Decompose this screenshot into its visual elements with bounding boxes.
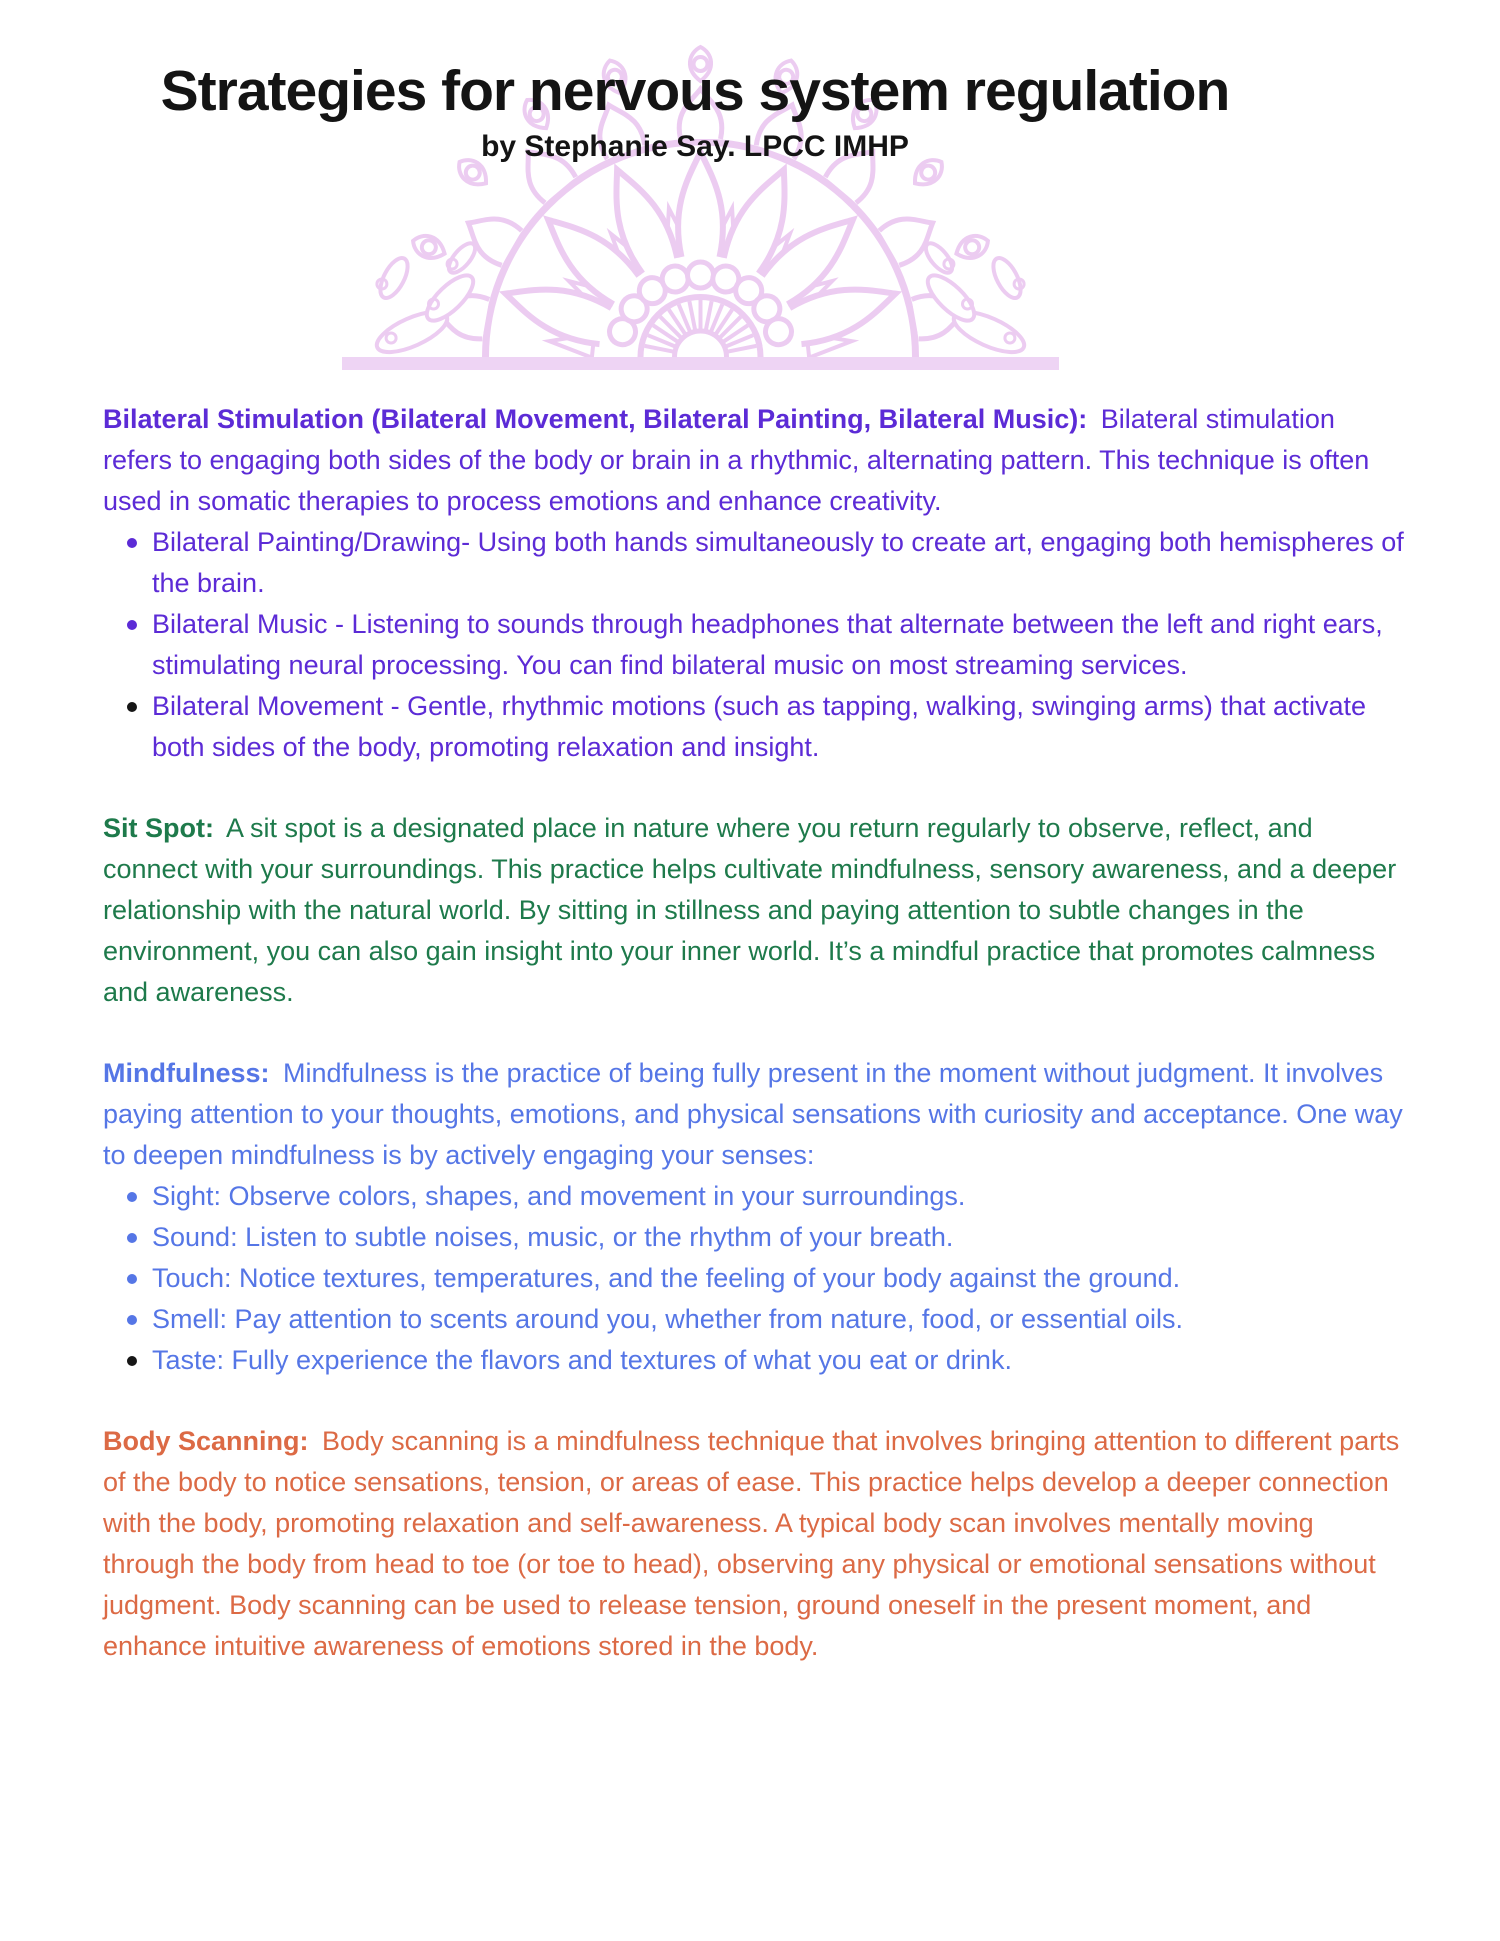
document-body: [103, 399, 1405, 1667]
bullet-marker-icon: [127, 538, 137, 548]
bullet-text: Taste: Fully experience the flavors and textures of what you eat or drink.: [152, 1345, 1012, 1375]
bullet-marker-icon: [127, 1356, 137, 1366]
bullet-text: Touch: Notice textures, temperatures, and the feeling of your body against the ground.: [152, 1263, 1181, 1293]
section-lead: Mindfulness:: [103, 1058, 270, 1088]
section-paragraph: [103, 808, 1405, 1013]
section-lead: Body Scanning:: [103, 1426, 309, 1456]
section-sit-spot: [103, 808, 1405, 1013]
bullet-list: [103, 1176, 1405, 1381]
bullet-marker-icon: [127, 1315, 137, 1325]
page-subtitle: by Stephanie Say. LPCC IMHP: [481, 130, 909, 163]
bullet-marker-icon: [127, 1192, 137, 1202]
section-paragraph: [103, 1053, 1405, 1176]
list-item: [103, 1299, 1405, 1340]
bullet-text: Bilateral Painting/Drawing- Using both hands simultaneously to create art, engaging both hemispheres of the brain.: [152, 527, 1404, 598]
bullet-text: Bilateral Movement - Gentle, rhythmic motions (such as tapping, walking, swinging arms) that activate both sides of the body, promoting relaxation and insight.: [152, 691, 1367, 762]
bullet-marker-icon: [127, 1274, 137, 1284]
list-item: [103, 1217, 1405, 1258]
list-item: [103, 1176, 1405, 1217]
bullet-text: Bilateral Music - Listening to sounds through headphones that alternate between the left and right ears, stimulating neural processing. You can find bilateral music on most streaming services.: [152, 609, 1383, 680]
mandala-base-bar: [342, 357, 1059, 370]
list-item: [103, 1340, 1405, 1381]
section-body-scanning: [103, 1421, 1405, 1667]
section-body-text: A sit spot is a designated place in nature where you return regularly to observe, reflect, and connect with your surroundings. This practice helps cultivate mindfulness, sensory awareness, and a deeper relationship with the natural world. By sitting in stillness and paying attention to subtle changes in the environment, you can also gain insight into your inner world. It’s a mindful practice that promotes calmness and awareness.: [103, 813, 1397, 1007]
section-mindfulness: [103, 1053, 1405, 1381]
list-item: [103, 604, 1405, 686]
bullet-marker-icon: [127, 1233, 137, 1243]
bullet-text: Sight: Observe colors, shapes, and movement in your surroundings.: [152, 1181, 966, 1211]
section-lead: Bilateral Stimulation (Bilateral Movement, Bilateral Painting, Bilateral Music):: [103, 404, 1088, 434]
section-paragraph: [103, 399, 1405, 522]
section-bilateral-stimulation: [103, 399, 1405, 768]
list-item: [103, 686, 1405, 768]
bullet-marker-icon: [127, 620, 137, 630]
section-lead: Sit Spot:: [103, 813, 214, 843]
list-item: [103, 1258, 1405, 1299]
section-body-text: Body scanning is a mindfulness technique that involves bringing attention to different parts of the body to notice sensations, tension, or areas of ease. This practice helps develop a deeper connection with the body, promoting relaxation and self-awareness. A typical body scan involves mentally moving through the body from head to toe (or toe to head), observing any physical or emotional sensations without judgment. Body scanning can be used to release tension, ground oneself in the present moment, and enhance intuitive awareness of emotions stored in the body.: [103, 1426, 1400, 1661]
section-paragraph: [103, 1421, 1405, 1667]
bullet-list: [103, 522, 1405, 768]
section-body-text: Mindfulness is the practice of being fully present in the moment without judgment. It involves paying attention to your thoughts, emotions, and physical sensations with curiosity and acceptance. One way to deepen mindfulness is by actively engaging your senses:: [103, 1058, 1403, 1170]
bullet-text: Smell: Pay attention to scents around you, whether from nature, food, or essential oils.: [152, 1304, 1184, 1334]
bullet-text: Sound: Listen to subtle noises, music, or the rhythm of your breath.: [152, 1222, 954, 1252]
list-item: [103, 522, 1405, 604]
bullet-marker-icon: [127, 702, 137, 712]
document-header: [95, 0, 1295, 375]
page-title: Strategies for nervous system regulation: [160, 59, 1230, 123]
section-body-text: Bilateral stimulation refers to engaging both sides of the body or brain in a rhythmic, alternating pattern. This technique is often used in somatic therapies to process emotions and enhance creativity.: [103, 404, 1370, 516]
